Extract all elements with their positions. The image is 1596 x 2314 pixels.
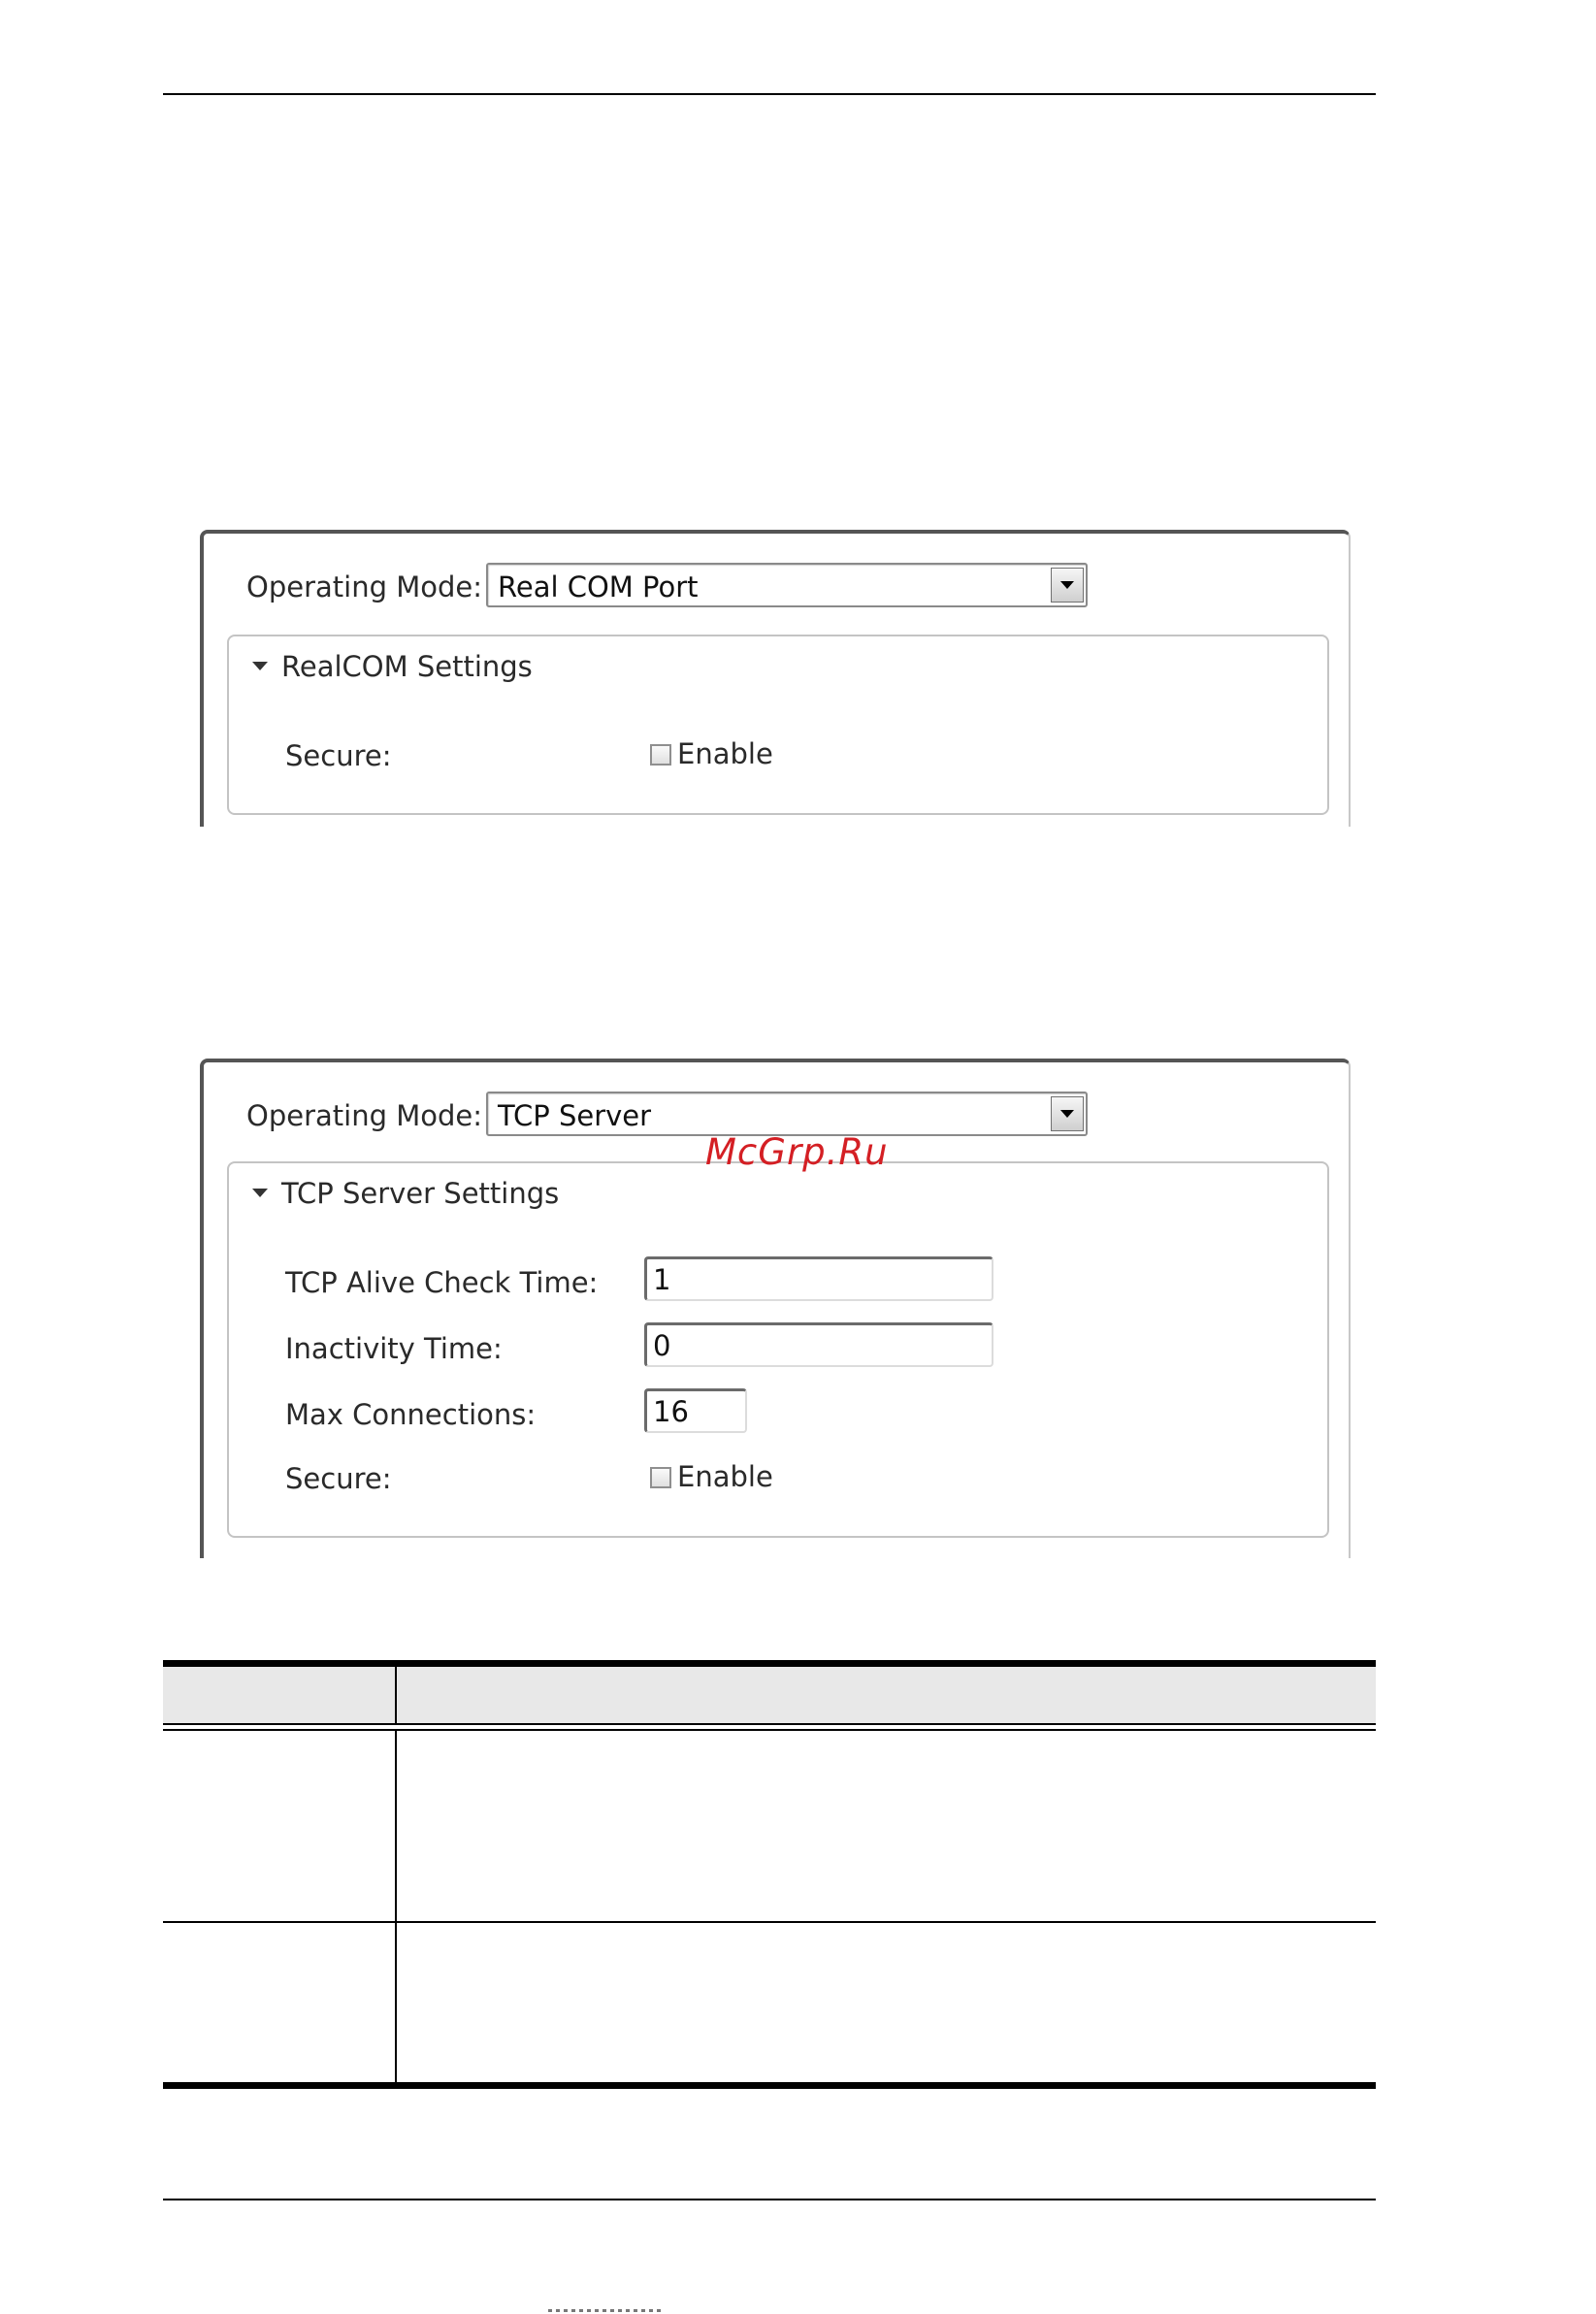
inactivity-time-input[interactable] <box>644 1322 993 1367</box>
realcom-settings-header[interactable] <box>252 650 533 683</box>
secure-label: Secure: <box>285 1462 392 1495</box>
secure-label: Secure: <box>285 739 392 772</box>
tcp-server-settings-title: TCP Server Settings <box>281 1177 560 1210</box>
footer-rule <box>163 2199 1376 2200</box>
operating-mode-value: Real COM Port <box>498 570 699 603</box>
max-connections-value: 16 <box>653 1395 689 1428</box>
tcp-alive-check-input[interactable] <box>644 1256 993 1301</box>
realcom-settings-title: RealCOM Settings <box>281 650 533 683</box>
operating-mode-label: Operating Mode: <box>246 1099 482 1132</box>
table-bottom-border <box>163 2082 1376 2089</box>
column-divider <box>395 1923 397 2082</box>
max-connections-label: Max Connections: <box>285 1398 537 1431</box>
operating-mode-select[interactable] <box>486 1092 1088 1136</box>
operating-mode-value: TCP Server <box>498 1099 652 1132</box>
watermark: McGrp.Ru <box>705 1131 889 1173</box>
table-row <box>163 1923 1376 2082</box>
secure-enable-checkbox[interactable] <box>650 1467 671 1488</box>
table-top-border <box>163 1660 1376 1667</box>
secure-enable-option[interactable] <box>650 737 773 770</box>
max-connections-input[interactable] <box>644 1388 747 1433</box>
table-row <box>163 1731 1376 1923</box>
inactivity-time-value: 0 <box>653 1329 671 1362</box>
chevron-down-icon <box>1060 581 1074 589</box>
table-header-row <box>163 1667 1376 1723</box>
operating-mode-label: Operating Mode: <box>246 570 482 603</box>
tcp-server-settings-header[interactable] <box>252 1177 559 1210</box>
collapse-triangle-icon <box>252 1189 268 1197</box>
column-divider <box>395 1667 397 1723</box>
column-divider <box>395 1731 397 1921</box>
tcp-alive-check-value: 1 <box>653 1263 671 1296</box>
tcp-server-settings-group <box>227 1161 1329 1538</box>
realcom-settings-group <box>227 635 1329 815</box>
description-table <box>163 1660 1376 2089</box>
tcp-alive-check-label: TCP Alive Check Time: <box>285 1266 599 1299</box>
realcom-panel <box>200 530 1351 827</box>
inactivity-time-label: Inactivity Time: <box>285 1332 503 1365</box>
secure-enable-label: Enable <box>677 737 773 770</box>
header-rule <box>163 93 1376 95</box>
dropdown-button[interactable] <box>1051 568 1084 603</box>
chevron-down-icon <box>1060 1110 1074 1118</box>
secure-enable-label: Enable <box>677 1460 773 1493</box>
operating-mode-select[interactable] <box>486 563 1088 607</box>
secure-enable-checkbox[interactable] <box>650 744 671 766</box>
collapse-triangle-icon <box>252 662 268 670</box>
page-footer-artifact <box>548 2309 665 2312</box>
dropdown-button[interactable] <box>1051 1096 1084 1131</box>
secure-enable-option[interactable] <box>650 1460 773 1493</box>
